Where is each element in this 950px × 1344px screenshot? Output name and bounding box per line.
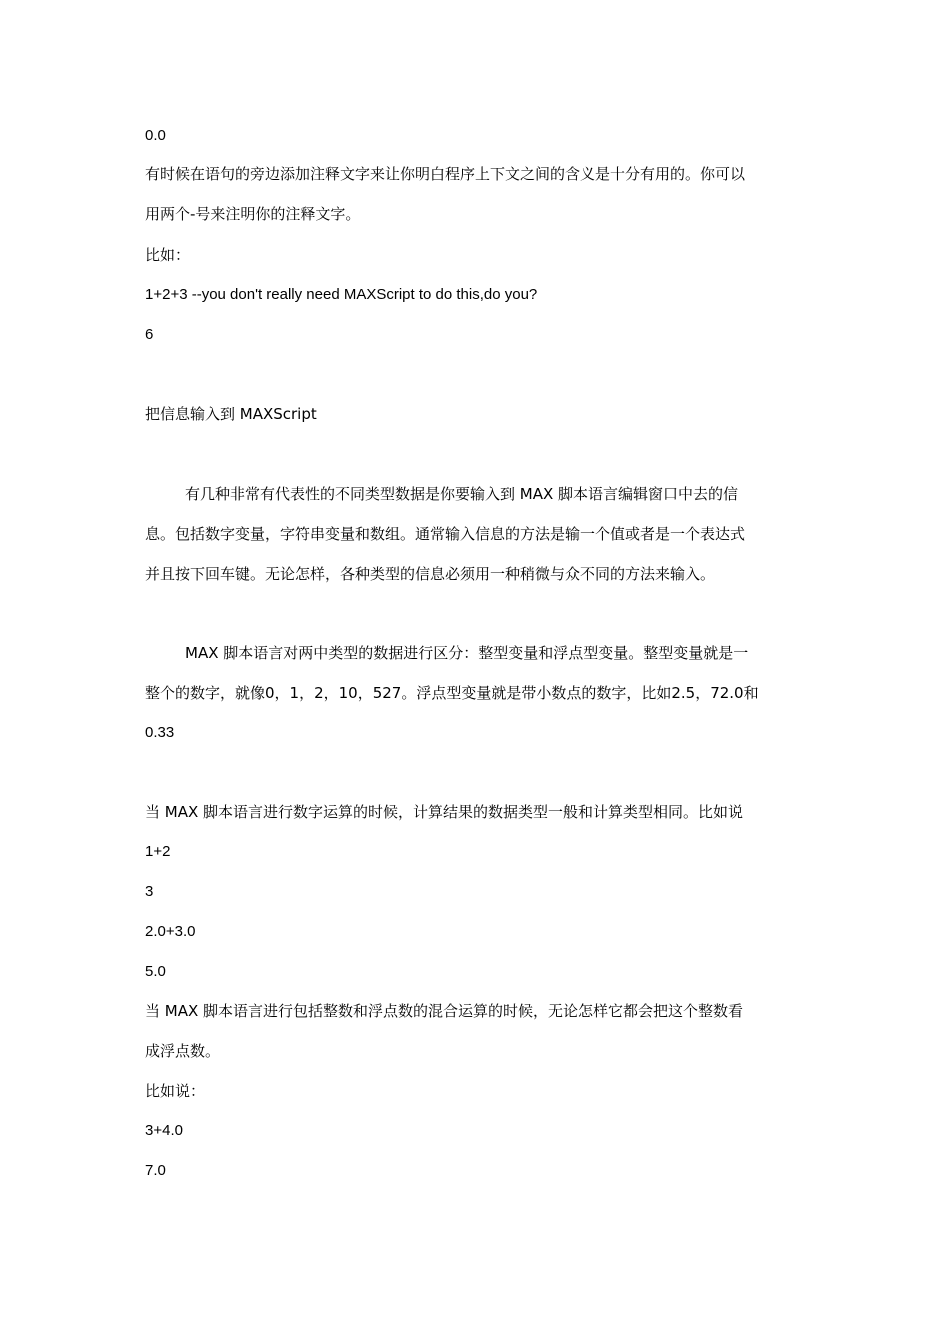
text-line: 用两个-号来注明你的注释文字。 (145, 205, 361, 223)
code-line: 2.0+3.0 (145, 923, 196, 940)
section-heading: 把信息输入到 MAXScript (145, 405, 317, 423)
paragraph-line: 当 MAX 脚本语言进行数字运算的时候，计算结果的数据类型一般和计算类型相同。比如说 (145, 803, 744, 821)
paragraph-line: 整个的数字，就像0，1，2，10，527。浮点型变量就是带小数点的数字，比如2.5，72.0和 (145, 684, 759, 702)
result-line: 3 (145, 883, 154, 900)
code-line: 1+2 (145, 843, 171, 860)
paragraph-line: MAX 脚本语言对两中类型的数据进行区分：整型变量和浮点型变量。整型变量就是一 (185, 644, 749, 662)
paragraph-line: 并且按下回车键。无论怎样，各种类型的信息必须用一种稍微与众不同的方法来输入。 (145, 565, 716, 583)
paragraph-line: 有几种非常有代表性的不同类型数据是你要输入到 MAX 脚本语言编辑窗口中去的信 (185, 485, 739, 503)
text-line: 0.0 (145, 127, 166, 144)
code-line: 3+4.0 (145, 1122, 183, 1139)
text-line: 比如说： (145, 1082, 206, 1100)
paragraph-line: 息。包括数字变量，字符串变量和数组。通常输入信息的方法是输一个值或者是一个表达式 (145, 525, 746, 543)
paragraph-line: 当 MAX 脚本语言进行包括整数和浮点数的混合运算的时候，无论怎样它都会把这个整数看 (145, 1002, 744, 1020)
result-line: 7.0 (145, 1162, 166, 1179)
result-line: 6 (145, 326, 154, 343)
text-line: 有时候在语句的旁边添加注释文字来让你明白程序上下文之间的含义是十分有用的。你可以 (145, 165, 746, 183)
text-line: 比如： (145, 246, 191, 264)
code-line: 1+2+3 --you don't really need MAXScript to do this,do you? (145, 286, 538, 303)
paragraph-line: 0.33 (145, 724, 175, 741)
result-line: 5.0 (145, 963, 166, 980)
paragraph-line: 成浮点数。 (145, 1042, 221, 1060)
